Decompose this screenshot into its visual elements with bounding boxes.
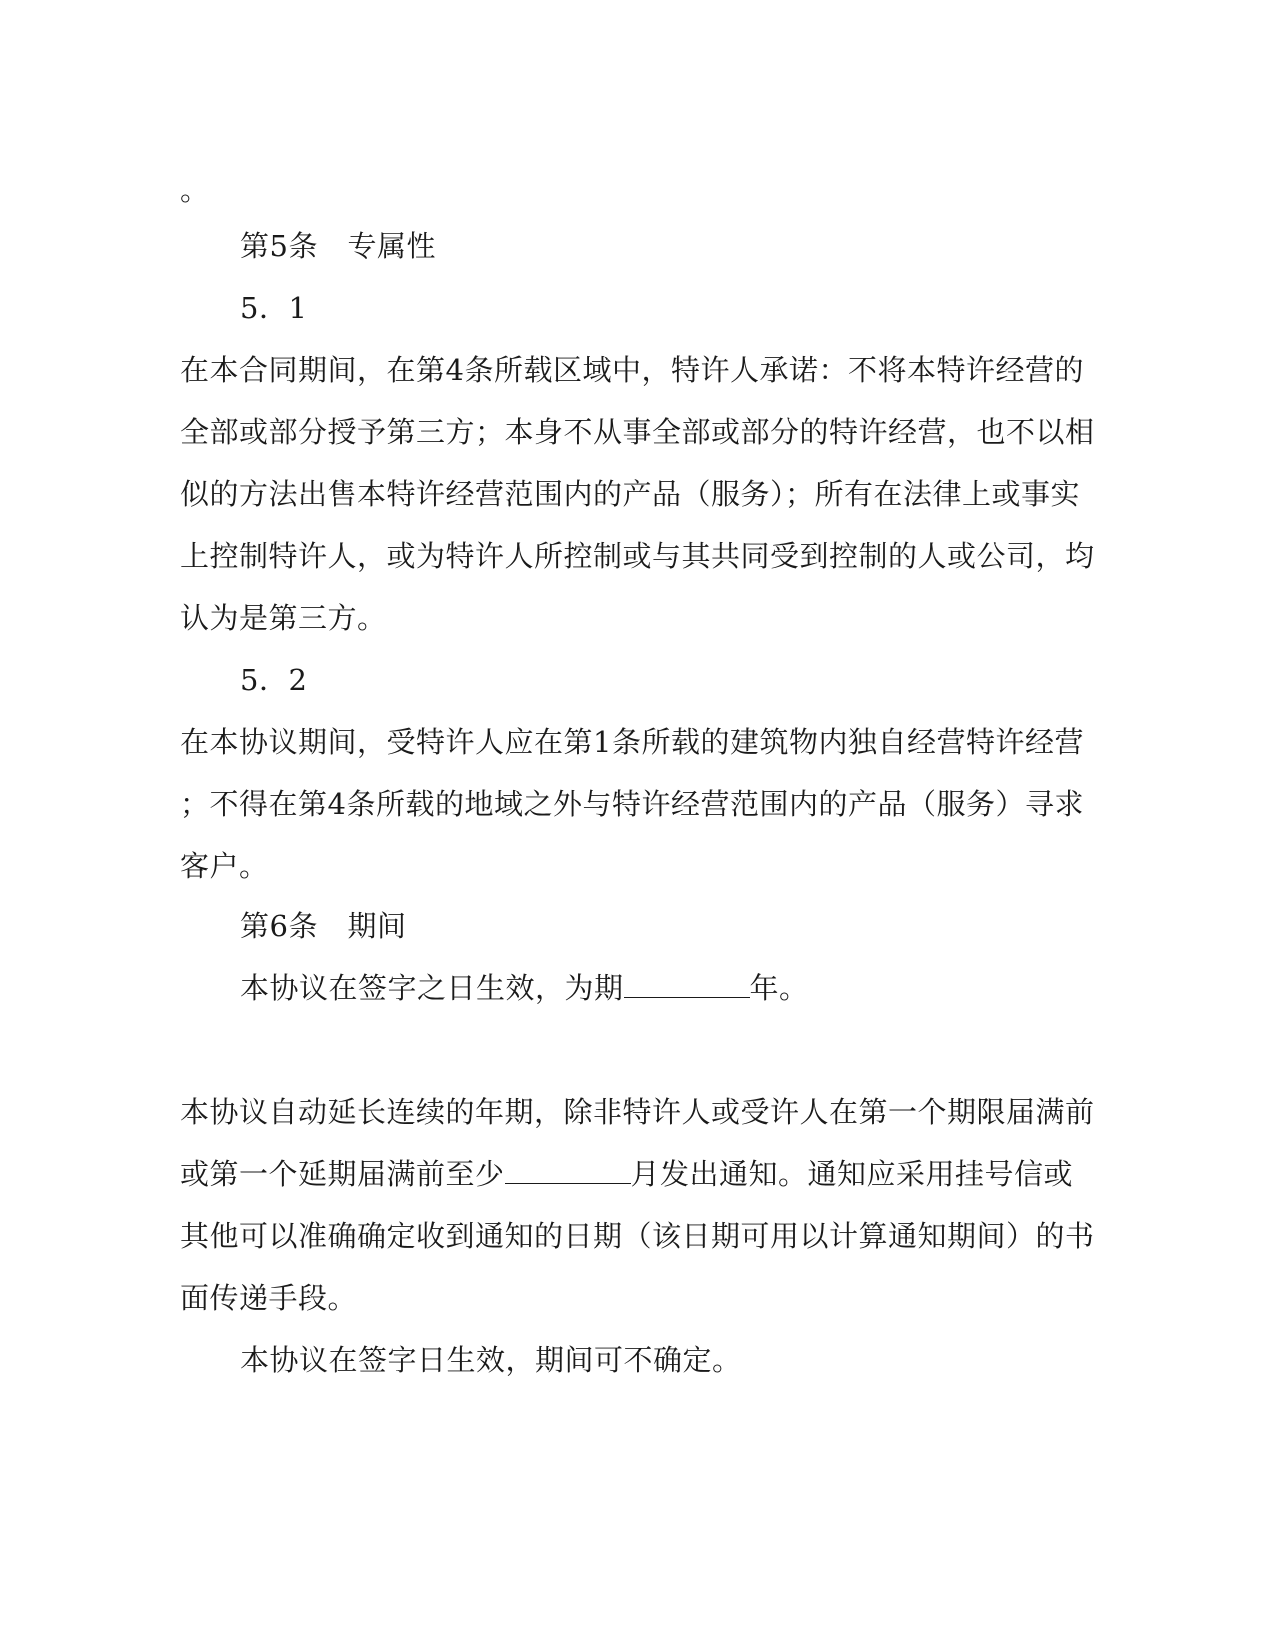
leading-period: 。 [180,173,210,207]
term-sentence [240,970,809,1006]
term-sentence-before: 本协议在签字之日生效，为期 [240,971,624,1005]
renewal-line-2 [180,1156,1073,1192]
indefinite-term-sentence: 本协议在签字日生效，期间可不确定。 [240,1343,742,1377]
clause-5-2-number: 5．2 [240,663,308,697]
notice-sentence-before: 或第一个延期届满前至少 [180,1157,505,1191]
notice-sentence-after: 月发出通知。通知应采用挂号信或 [630,1157,1074,1191]
renewal-line-3: 其他可以准确确定收到通知的日期（该日期可用以计算通知期间）的书 [180,1219,1095,1253]
clause-5-1-line-1: 在本合同期间，在第4条所载区域中，特许人承诺：不将本特许经营的 [180,353,1084,387]
article-5-heading: 第5条 专属性 [240,229,436,263]
clause-5-2-line-3: 客户。 [180,849,269,883]
clause-5-1-line-3: 似的方法出售本特许经营范围内的产品（服务）；所有在法律上或事实 [180,477,1081,511]
article-6-heading: 第6条 期间 [240,909,407,943]
clause-5-1-number: 5．1 [240,291,308,325]
clause-5-1-line-4: 上控制特许人，或为特许人所控制或与其共同受到控制的人或公司，均 [180,539,1095,573]
term-sentence-after: 年。 [749,971,809,1005]
term-years-blank [624,973,750,998]
clause-5-2-line-1: 在本协议期间，受特许人应在第1条所载的建筑物内独自经营特许经营 [180,725,1084,759]
clause-5-1-line-5: 认为是第三方。 [180,601,387,635]
clause-5-1-line-2: 全部或部分授予第三方；本身不从事全部或部分的特许经营，也不以相 [180,415,1095,449]
renewal-line-4: 面传递手段。 [180,1281,358,1315]
notice-months-blank [505,1159,631,1184]
renewal-line-1: 本协议自动延长连续的年期，除非特许人或受许人在第一个期限届满前 [180,1095,1095,1129]
clause-5-2-line-2: ；不得在第4条所载的地域之外与特许经营范围内的产品（服务）寻求 [180,787,1084,821]
